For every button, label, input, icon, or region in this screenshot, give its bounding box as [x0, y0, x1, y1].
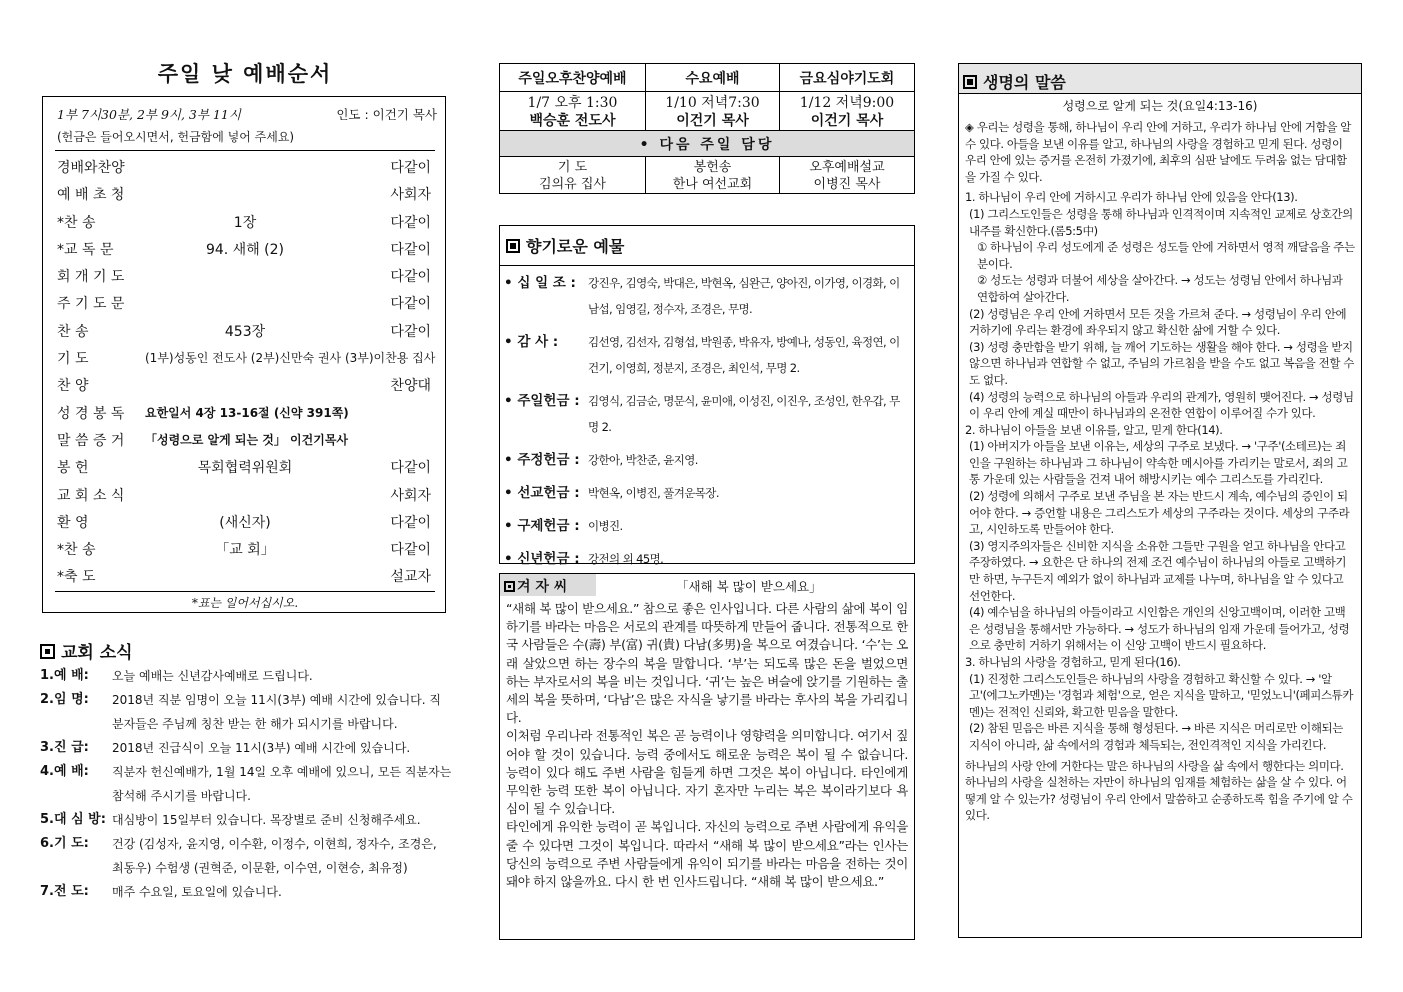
- news-item-label: 3.진 급:: [40, 740, 89, 755]
- order-item-name: *찬 송: [57, 542, 96, 559]
- church-news-list: [40, 664, 452, 904]
- news-item-text: 2018년 직분 임명이 오늘 11시(3부) 예배 시간에 있습니다. 직분자들은 주님께 칭찬 받는 한 해가 되시기를 바랍니다.: [112, 693, 441, 731]
- news-item-label: 5.대 심 방:: [40, 812, 106, 827]
- offering-label: • 구제헌금 :: [504, 518, 580, 534]
- sermon-point: (3) 영지주의자들은 신비한 지식을 소유한 그들만 구원을 얻고 하나님을 안다고 주장하였다. → 요한은 단 하나의 전제 조건 예수님이 하나님의 아들로 고백하기만 하면, 누구든지 예외가 없이 하나님과 교제를 나누며, 하나님을 알 수 있다고 선언한다.: [969, 538, 1347, 603]
- sermon-subtitle: 성령으로 알게 되는 것(요일4:13-16): [1062, 99, 1258, 113]
- order-item-role: 사회자: [390, 487, 431, 504]
- news-item: [40, 760, 452, 808]
- offering-label: • 감 사 :: [504, 334, 559, 350]
- order-row: [55, 397, 435, 424]
- offering-list: [500, 265, 914, 575]
- order-row: [55, 233, 435, 260]
- sermon-point: (2) 참된 믿음은 바른 지식을 통해 형성된다. → 바른 지식은 머리로만 이해되는 지식이 아니라, 삶 속에서의 경험과 체득되는, 전인격적인 지식을 가리킨다.: [969, 721, 1343, 752]
- order-row: [55, 260, 435, 287]
- worship-order-title: 주일 낮 예배순서: [157, 62, 333, 86]
- offering-item: [500, 266, 914, 325]
- order-item-content: 453장: [224, 323, 266, 340]
- service-header: 수요예배: [646, 64, 780, 92]
- order-item-name: 환 영: [57, 514, 89, 531]
- offering-item: [500, 443, 914, 476]
- offering-names: 강전의 외 45명.: [588, 552, 664, 566]
- order-row: [55, 315, 435, 342]
- news-item: [40, 664, 452, 688]
- order-row: [55, 178, 435, 205]
- sermon-point: 1. 하나님이 우리 안에 거하시고 우리가 하나님 안에 있음을 안다(13).: [965, 190, 1298, 205]
- news-item-text: 오늘 예배는 신년감사예배로 드립니다.: [112, 669, 313, 683]
- order-row: [55, 369, 435, 396]
- offering-item: [500, 509, 914, 542]
- news-item-label: 7.전 도:: [40, 884, 89, 899]
- order-item-name: 주 기 도 문: [57, 296, 125, 313]
- offering-label: • 신년헌금 :: [504, 551, 580, 567]
- order-item-name: *찬 송: [57, 214, 96, 231]
- news-item-text: 대심방이 15일부터 있습니다. 목장별로 준비 신청해주세요.: [112, 813, 421, 827]
- order-item-content: 목회협력위원회: [197, 460, 293, 477]
- service-time-cell: 1/12 저녁9:00 이건기 목사: [780, 92, 915, 131]
- worship-order-box: [42, 96, 446, 613]
- news-item-label: 6.기 도:: [40, 836, 89, 851]
- order-item-name: 찬 송: [57, 323, 89, 340]
- sermon-intro: ◈ 우리는 성령을 통해, 하나님이 우리 안에 거하고, 우리가 하나님 안에 거함을 알 수 있다. 아들을 보낸 이유를 알고, 하나님의 사랑을 경험하고 믿게 된다. 성령이 우리 안에 있는 증거를 온전히 가졌기에, 최후의 심판 날에도 두려움 없는 담대함을 가질 수 있다.: [965, 120, 1351, 184]
- sermon-outro: 하나님의 사랑 안에 거한다는 말은 하나님의 사랑을 삶 속에서 행한다는 의미다. 하나님의 사랑을 실천하는 자만이 하나님의 임재를 체험하는 삶을 살 수 있다. 어떻게 알 수 있는가? 성령님이 우리 안에서 말씀하고 순종하도록 힘을 주기에 알 수 있다.: [965, 758, 1353, 823]
- worship-order-list: [55, 150, 435, 588]
- order-item-role: 다같이: [390, 460, 431, 477]
- order-row: [55, 342, 435, 369]
- sermon-point: (4) 예수님을 하나님의 아들이라고 시인함은 개인의 신앙고백이며, 이러한 고백은 성령님을 통해서만 가능하다. → 성도가 하나님의 임재 가운데 들어가고, 성령으로 충만히 거하기 위해서는 이 신앙 고백이 반드시 필요하다.: [969, 605, 1350, 653]
- square-bullet-icon: [506, 239, 520, 253]
- service-header: 금요심야기도회: [780, 64, 915, 92]
- sermon-point: 2. 하나님이 아들을 보낸 이유를, 알고, 믿게 한다(14).: [965, 422, 1223, 437]
- offering-title: 향기로운 예물: [506, 234, 624, 257]
- mustard-seed-label: 겨 자 씨: [500, 574, 596, 596]
- sermon-point: (4) 성령의 능력으로 하나님의 아들과 우리의 관계가, 영원히 맺어진다. → 성령님이 우리 안에 계실 때만이 하나님과의 온전한 연합이 이루어질 수가 있다.: [969, 389, 1354, 421]
- order-item-role: 다같이: [390, 269, 431, 286]
- order-item-content: 94. 새해 (2): [205, 241, 285, 258]
- offering-item: [500, 325, 914, 384]
- order-item-name: 경배와찬양: [57, 160, 125, 176]
- order-item-name: 예 배 초 청: [57, 187, 125, 204]
- order-row: [55, 479, 435, 506]
- order-row: [55, 533, 435, 560]
- sermon-point: ① 하나님이 우리 성도에게 준 성령은 성도들 안에 거하면서 영적 깨달음을 주는 분이다.: [977, 240, 1355, 271]
- order-row: [55, 151, 435, 178]
- order-item-name: 봉 헌: [57, 460, 89, 477]
- offering-box: [499, 225, 915, 567]
- sermon-point: (2) 성령님은 우리 안에 거하면서 모든 것을 가르쳐 준다. → 성령님이 우리 안에 거하기에 우리는 환경에 좌우되지 않고 확신한 삶에 거할 수 있다.: [969, 306, 1347, 338]
- news-item: [40, 736, 452, 760]
- news-item-label: 1.예 배:: [40, 668, 89, 683]
- offering-label: • 주정헌금 :: [504, 452, 580, 468]
- news-item-text: 건강 (김성자, 윤지영, 이수환, 이정수, 이현희, 정자수, 조경은, 최동우) 수험생 (권혁준, 이문환, 이수연, 이현승, 최유정): [112, 837, 437, 875]
- offering-names: 강한아, 박찬준, 윤지영.: [588, 453, 698, 467]
- order-item-name: 찬 양: [57, 378, 89, 395]
- news-item-text: 2018년 진급식이 오늘 11시(3부) 예배 시간에 있습니다.: [112, 741, 411, 755]
- next-role-cell: 봉헌송 한나 여선교회: [646, 157, 780, 194]
- sermon-point: (1) 진정한 그리스도인들은 하나님의 사랑을 경험하고 확신할 수 있다. → '알고'(에그노카멘)는 '경험과 체험'으로, 얻은 지식을 말하고, '믿었노니'(페피스튜카멘)는 전적인 신뢰와, 확고한 믿음을 말한다.: [969, 671, 1354, 719]
- church-news-title: 교회 소식: [40, 638, 133, 663]
- order-row: [55, 451, 435, 478]
- offering-names: 김영식, 김금순, 명문식, 윤미애, 이성진, 이진우, 조성인, 한우갑, 무명 2.: [588, 394, 900, 434]
- next-sunday-title: • 다음 주일 담당: [500, 131, 915, 157]
- leader-text: 인도 : 이건기 목사: [336, 107, 437, 122]
- sermon-point: 3. 하나님의 사랑을 경험하고, 믿게 된다(16).: [965, 655, 1181, 669]
- order-row: [55, 506, 435, 533]
- offering-item: [500, 476, 914, 509]
- news-item: [40, 688, 452, 736]
- news-item-label: 2.임 명:: [40, 692, 89, 707]
- offering-label: • 선교헌금 :: [504, 485, 580, 501]
- order-item-role: 다같이: [390, 542, 431, 559]
- service-time-cell: 1/10 저녁7:30 이건기 목사: [646, 92, 780, 131]
- service-times-text: 1부 7시30분, 2부 9시, 3부 11시: [57, 107, 241, 122]
- offering-label: • 주일헌금 :: [504, 393, 580, 409]
- next-role-cell: 기 도 김의유 집사: [500, 157, 646, 194]
- order-item-name: 회 개 기 도: [57, 269, 125, 286]
- order-item-name: *축 도: [57, 569, 96, 586]
- offering-names: 강진우, 김영숙, 박대은, 박현옥, 심완근, 양아진, 이가영, 이경화, 이남섭, 임영길, 정수자, 조경은, 무명.: [588, 276, 900, 316]
- square-bullet-icon: [963, 75, 977, 89]
- news-item: [40, 832, 452, 880]
- mustard-seed-subtitle: 「새해 복 많이 받으세요」: [676, 579, 822, 594]
- word-of-life-box: [958, 63, 1362, 938]
- order-item-content: 요한일서 4장 13-16절 (신약 391쪽): [145, 405, 349, 420]
- standing-note: *표는 일어서십시오.: [55, 591, 435, 611]
- service-time-cell: 1/7 오후 1:30 백승훈 전도사: [500, 92, 646, 131]
- sermon-point: (3) 성령 충만함을 받기 위해, 늘 깨어 기도하는 생활을 해야 한다. → 성령을 받지 않으면 하나님과 연합할 수 없고, 주님의 가르침을 받을 수도 없고 복음을 전할 수도 없다.: [969, 339, 1355, 387]
- offering-label: • 십 일 조 :: [504, 275, 576, 291]
- order-row: [55, 206, 435, 233]
- news-item: [40, 880, 452, 904]
- mustard-seed-box: [499, 573, 915, 940]
- order-row: [55, 424, 435, 451]
- word-of-life-title: 생명의 말씀: [963, 70, 1066, 93]
- order-item-role: 다같이: [390, 214, 431, 231]
- order-item-role: 다같이: [390, 241, 431, 258]
- next-role-cell: 오후예배설교 이병진 목사: [780, 157, 915, 194]
- order-item-role: 다같이: [390, 160, 431, 176]
- square-bullet-icon: [504, 581, 515, 592]
- offering-names: 김선영, 김선자, 김형섭, 박원종, 박유자, 방예나, 성동인, 육정연, 이건기, 이영희, 정분지, 조경은, 최인석, 무명 2.: [588, 335, 900, 375]
- order-item-content: 1장: [233, 214, 257, 231]
- sermon-body: [959, 115, 1361, 824]
- news-item: [40, 808, 452, 832]
- order-row: [55, 287, 435, 314]
- offering-names: 박현옥, 이병진, 풀겨운목장.: [588, 486, 719, 500]
- order-item-content: 「성령으로 알게 되는 것」 이건기목사: [145, 432, 349, 447]
- order-item-name: *교 독 문: [57, 241, 114, 258]
- services-table: [499, 63, 915, 194]
- news-item-text: 매주 수요일, 토요일에 있습니다.: [112, 885, 282, 899]
- order-item-role: 사회자: [390, 187, 431, 204]
- offering-note: (헌금은 들어오시면서, 헌금함에 넣어 주세요): [57, 130, 295, 144]
- offering-names: 이병진.: [588, 519, 623, 533]
- order-item-role: 다같이: [390, 514, 431, 531]
- mustard-seed-body: “새해 복 많이 받으세요.” 참으로 좋은 인사입니다. 다른 사람의 삶에 복이 임하기를 바라는 마음은 서로의 관계를 따뜻하게 만들어 줍니다. 전통적으로 한국 사람들은 수(壽) 부(富) 귀(貴) 다남(多男)을 복으로 여겼습니다. ‘수’는 오래 살았으면 하는 장수의 복을 말합니다. ‘부’는 되도록 많은 돈을 벌었으면 하는 부자로서의 복을 비는 것입니다. ‘귀’는 높은 벼슬에 앉기를 기원하는 출세의 복을 뜻하며, ‘다남’은 많은 자식을 낳기를 바라는 후사의 복을 가리킵니다. 이처럼 우리나라 전통적인 복은 곧 능력이나 영향력을 의미합니다. 여기서 짚어야 할 것이 있습니다. 능력 중에서도 해로운 능력은 복이 될 수 없습니다. 능력이 있다 해도 주변 사람을 힘들게 하면 그것은 복이 아닙니다. 타인에게 무익한 능력 또한 복이 아닙니다. 자기 혼자만 누리는 복은 복이라기보다 욕심이 될 수 있습니다. 타인에게 유익한 능력이 곧 복입니다. 자신의 능력으로 주변 사람에게 유익을 줄 수 있다면 그것이 복입니다. 따라서 “새해 복 많이 받으세요”라는 인사는 당신의 능력으로 주변 사람들에게 유익이 되기를 바라는 마음을 전하는 것이 돼야 하지 않을까요. 다시 한 번 인사드립니다. “새해 복 많이 받으세요.”: [506, 601, 908, 890]
- order-item-content: 「교 회」: [215, 542, 275, 559]
- order-item-content: (1부)성동인 전도사 (2부)신만숙 권사 (3부)이찬용 집사: [145, 351, 436, 366]
- square-bullet-icon: [40, 644, 55, 659]
- order-item-role: 다같이: [390, 296, 431, 313]
- offering-item: [500, 542, 914, 575]
- order-item-name: 교 회 소 식: [57, 487, 125, 504]
- order-item-role: 설교자: [390, 569, 431, 586]
- order-row: [55, 560, 435, 587]
- news-item-text: 직분자 헌신예배가, 1월 14일 오후 예배에 있으니, 모든 직분자는 참석해 주시기를 바랍니다.: [112, 765, 452, 803]
- order-item-role: 다같이: [390, 323, 431, 340]
- sermon-point: (1) 아버지가 아들을 보낸 이유는, 세상의 구주로 보냈다. → '구주'(소테르)는 죄인을 구원하는 하나님과 그 하나님이 약속한 메시아를 가리키는 말로서, 죄의 고통 가운데 있는 사람들을 건져 내어 해방시키는 예수 그리스도를 가리킨다.: [969, 439, 1348, 487]
- offering-item: [500, 384, 914, 443]
- order-item-role: 찬양대: [390, 378, 431, 395]
- news-item-label: 4.예 배:: [40, 764, 89, 779]
- service-times: [57, 105, 437, 123]
- order-item-content: (새신자): [219, 514, 271, 531]
- order-item-name: 성 경 봉 독: [57, 405, 125, 422]
- service-header: 주일오후찬양예배: [500, 64, 646, 92]
- order-item-name: 말 씀 증 거: [57, 432, 125, 449]
- sermon-point: (2) 성령에 의해서 구주로 보낸 주님을 본 자는 반드시 계속, 예수님의 증인이 되어야 한다. → 증언할 내용은 그리스도가 세상의 구주라는 것이다. 세상의 구주라고, 시인하도록 만들어야 한다.: [969, 489, 1350, 537]
- sermon-point: ② 성도는 성령과 더불어 세상을 살아간다. → 성도는 성령님 안에서 하나님과 연합하여 살아간다.: [977, 273, 1343, 304]
- sermon-point: (1) 그리스도인들은 성령을 통해 하나님과 인격적이며 지속적인 교제로 상호간의 내주를 확신한다.(롬5:5中): [969, 206, 1353, 238]
- order-item-name: 기 도: [57, 351, 89, 368]
